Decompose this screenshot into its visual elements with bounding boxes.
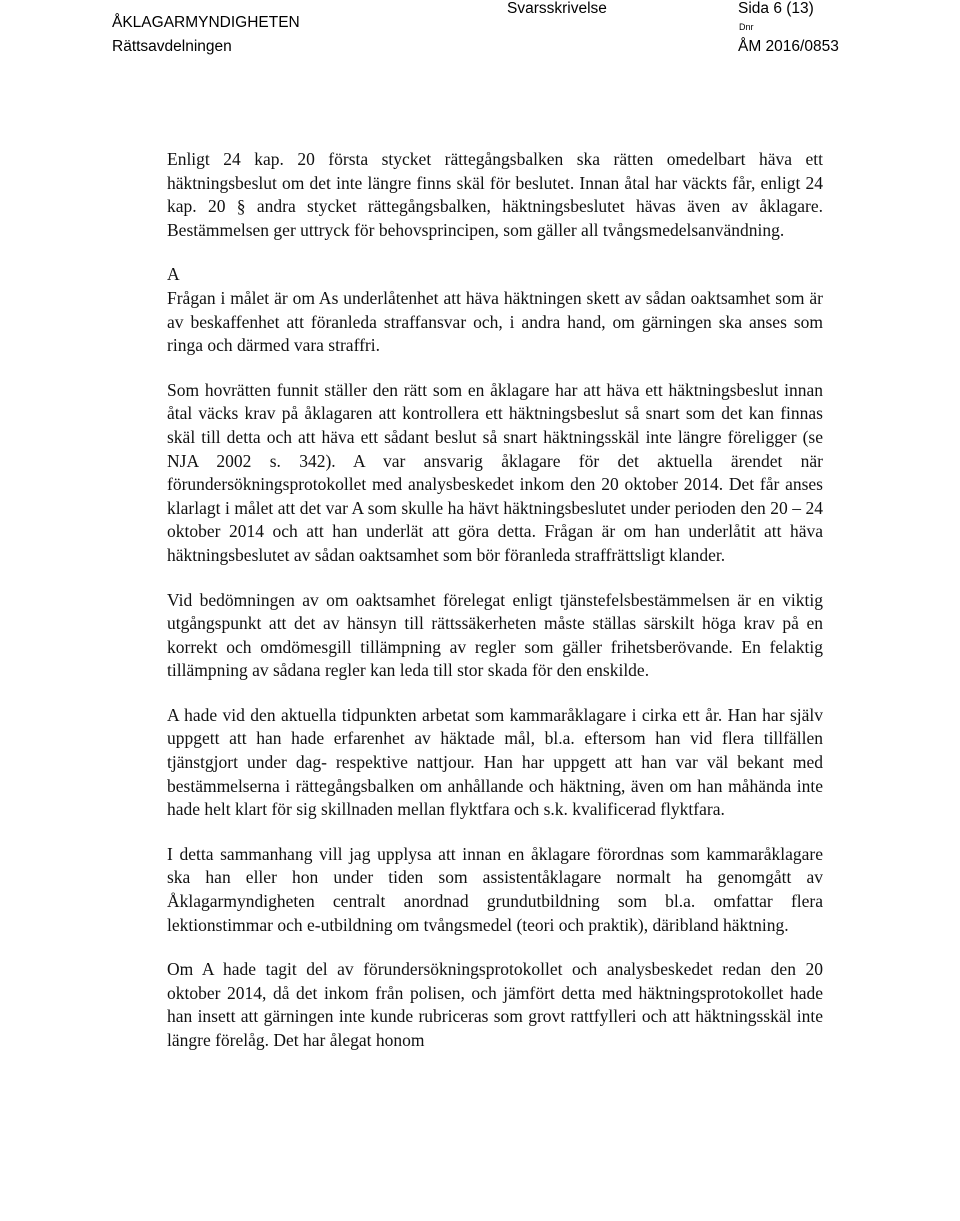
- paragraph-assessment: Vid bedömningen av om oaktsamhet förelegat enligt tjänstefelsbestämmelsen är en viktig utgångspunkt att det av hänsyn till rättssäkerheten måste ställas särskilt höga krav på en korrekt och omdömesgill tillämpning av regler som gäller frihetsberövande. En felaktig tillämpning av sådana regler kan leda till stor skada för den enskilde.: [167, 589, 823, 681]
- section-heading: A: [167, 264, 180, 285]
- paragraph-training: I detta sammanhang vill jag upplysa att innan en åklagare förordnas som kammaråklagare ska han eller hon under tiden som assistentåklagare normalt ha genomgått av Åklagarmyndigheten centralt anordnad grundutbildning som bl.a. omfattar flera lektionstimmar och e-utbildning om tvångsmedel (teori och praktik), däribland häktning.: [167, 843, 823, 935]
- document-type: Svarsskrivelse: [507, 0, 607, 17]
- paragraph-court-findings: Som hovrätten funnit ställer den rätt som en åklagare har att häva ett häktningsbeslut innan åtal väcks krav på åklagaren att kontrollera ett häktningsbeslut så snart som det kan finnas skäl till detta och att häva ett sådant beslut så snart häktningsskäl inte längre föreligger (se NJA 2002 s. 342). A var ansvarig åklagare för det aktuella ärendet när förundersökningsprotokollet med analysbeskedet inkom den 20 oktober 2014. Det får anses klarlagt i målet att det var A som skulle ha hävt häktningsbeslutet under perioden den 20 – 24 oktober 2014 och att han underlät att göra detta. Frågan är om han underlåtit att häva häktningsbeslutet av sådan oaktsamhet som bör föranleda straffrättsligt klander.: [167, 379, 823, 565]
- paragraph-legal-basis: Enligt 24 kap. 20 första stycket rättegångsbalken ska rätten omedelbart häva ett häktningsbeslut om det inte längre finns skäl för beslutet. Innan åtal har väckts får, enligt 24 kap. 20 § andra stycket rättegångsbalken, häktningsbeslutet hävas även av åklagare. Bestämmelsen ger uttryck för behovsprincipen, som gäller all tvångsmedelsanvändning.: [167, 149, 823, 240]
- paragraph-conclusion: Om A hade tagit del av förundersökningsprotokollet och analysbeskedet redan den 20 oktober 2014, då det inkom från polisen, och jämfört detta med häktningsprotokollet hade han insett att gärningen inte kunde rubriceras som grovt rattfylleri och att häktningsskäl inte längre förelåg. Det har ålegat honom: [167, 959, 823, 1050]
- paragraph-experience: A hade vid den aktuella tidpunkten arbetat som kammaråklagare i cirka ett år. Han har själv uppgett att han hade erfarenhet av häktade mål, bl.a. eftersom han vid flera tillfällen tjänstgjort under dag- respektive nattjour. Han har uppgett att han var väl bekant med bestämmelserna i rättegångsbalken om anhållande och häktning, även om han måhända inte hade helt klart för sig skillnaden mellan flyktfara och s.k. kvalificerad flyktfara.: [167, 704, 823, 820]
- document-body: [167, 148, 823, 1053]
- dnr-label: Dnr: [739, 22, 754, 32]
- page-number: Sida 6 (13): [738, 0, 814, 17]
- case-number: ÅM 2016/0853: [738, 38, 839, 55]
- paragraph-question: Frågan i målet är om As underlåtenhet att häva häktningen skett av sådan oaktsamhet som är av beskaffenhet att föranleda straffansvar och, i andra hand, om gärningen ska anses som ringa och därmed vara straffri.: [167, 287, 823, 356]
- agency-name: ÅKLAGARMYNDIGHETEN: [112, 14, 300, 31]
- division-name: Rättsavdelningen: [112, 38, 232, 55]
